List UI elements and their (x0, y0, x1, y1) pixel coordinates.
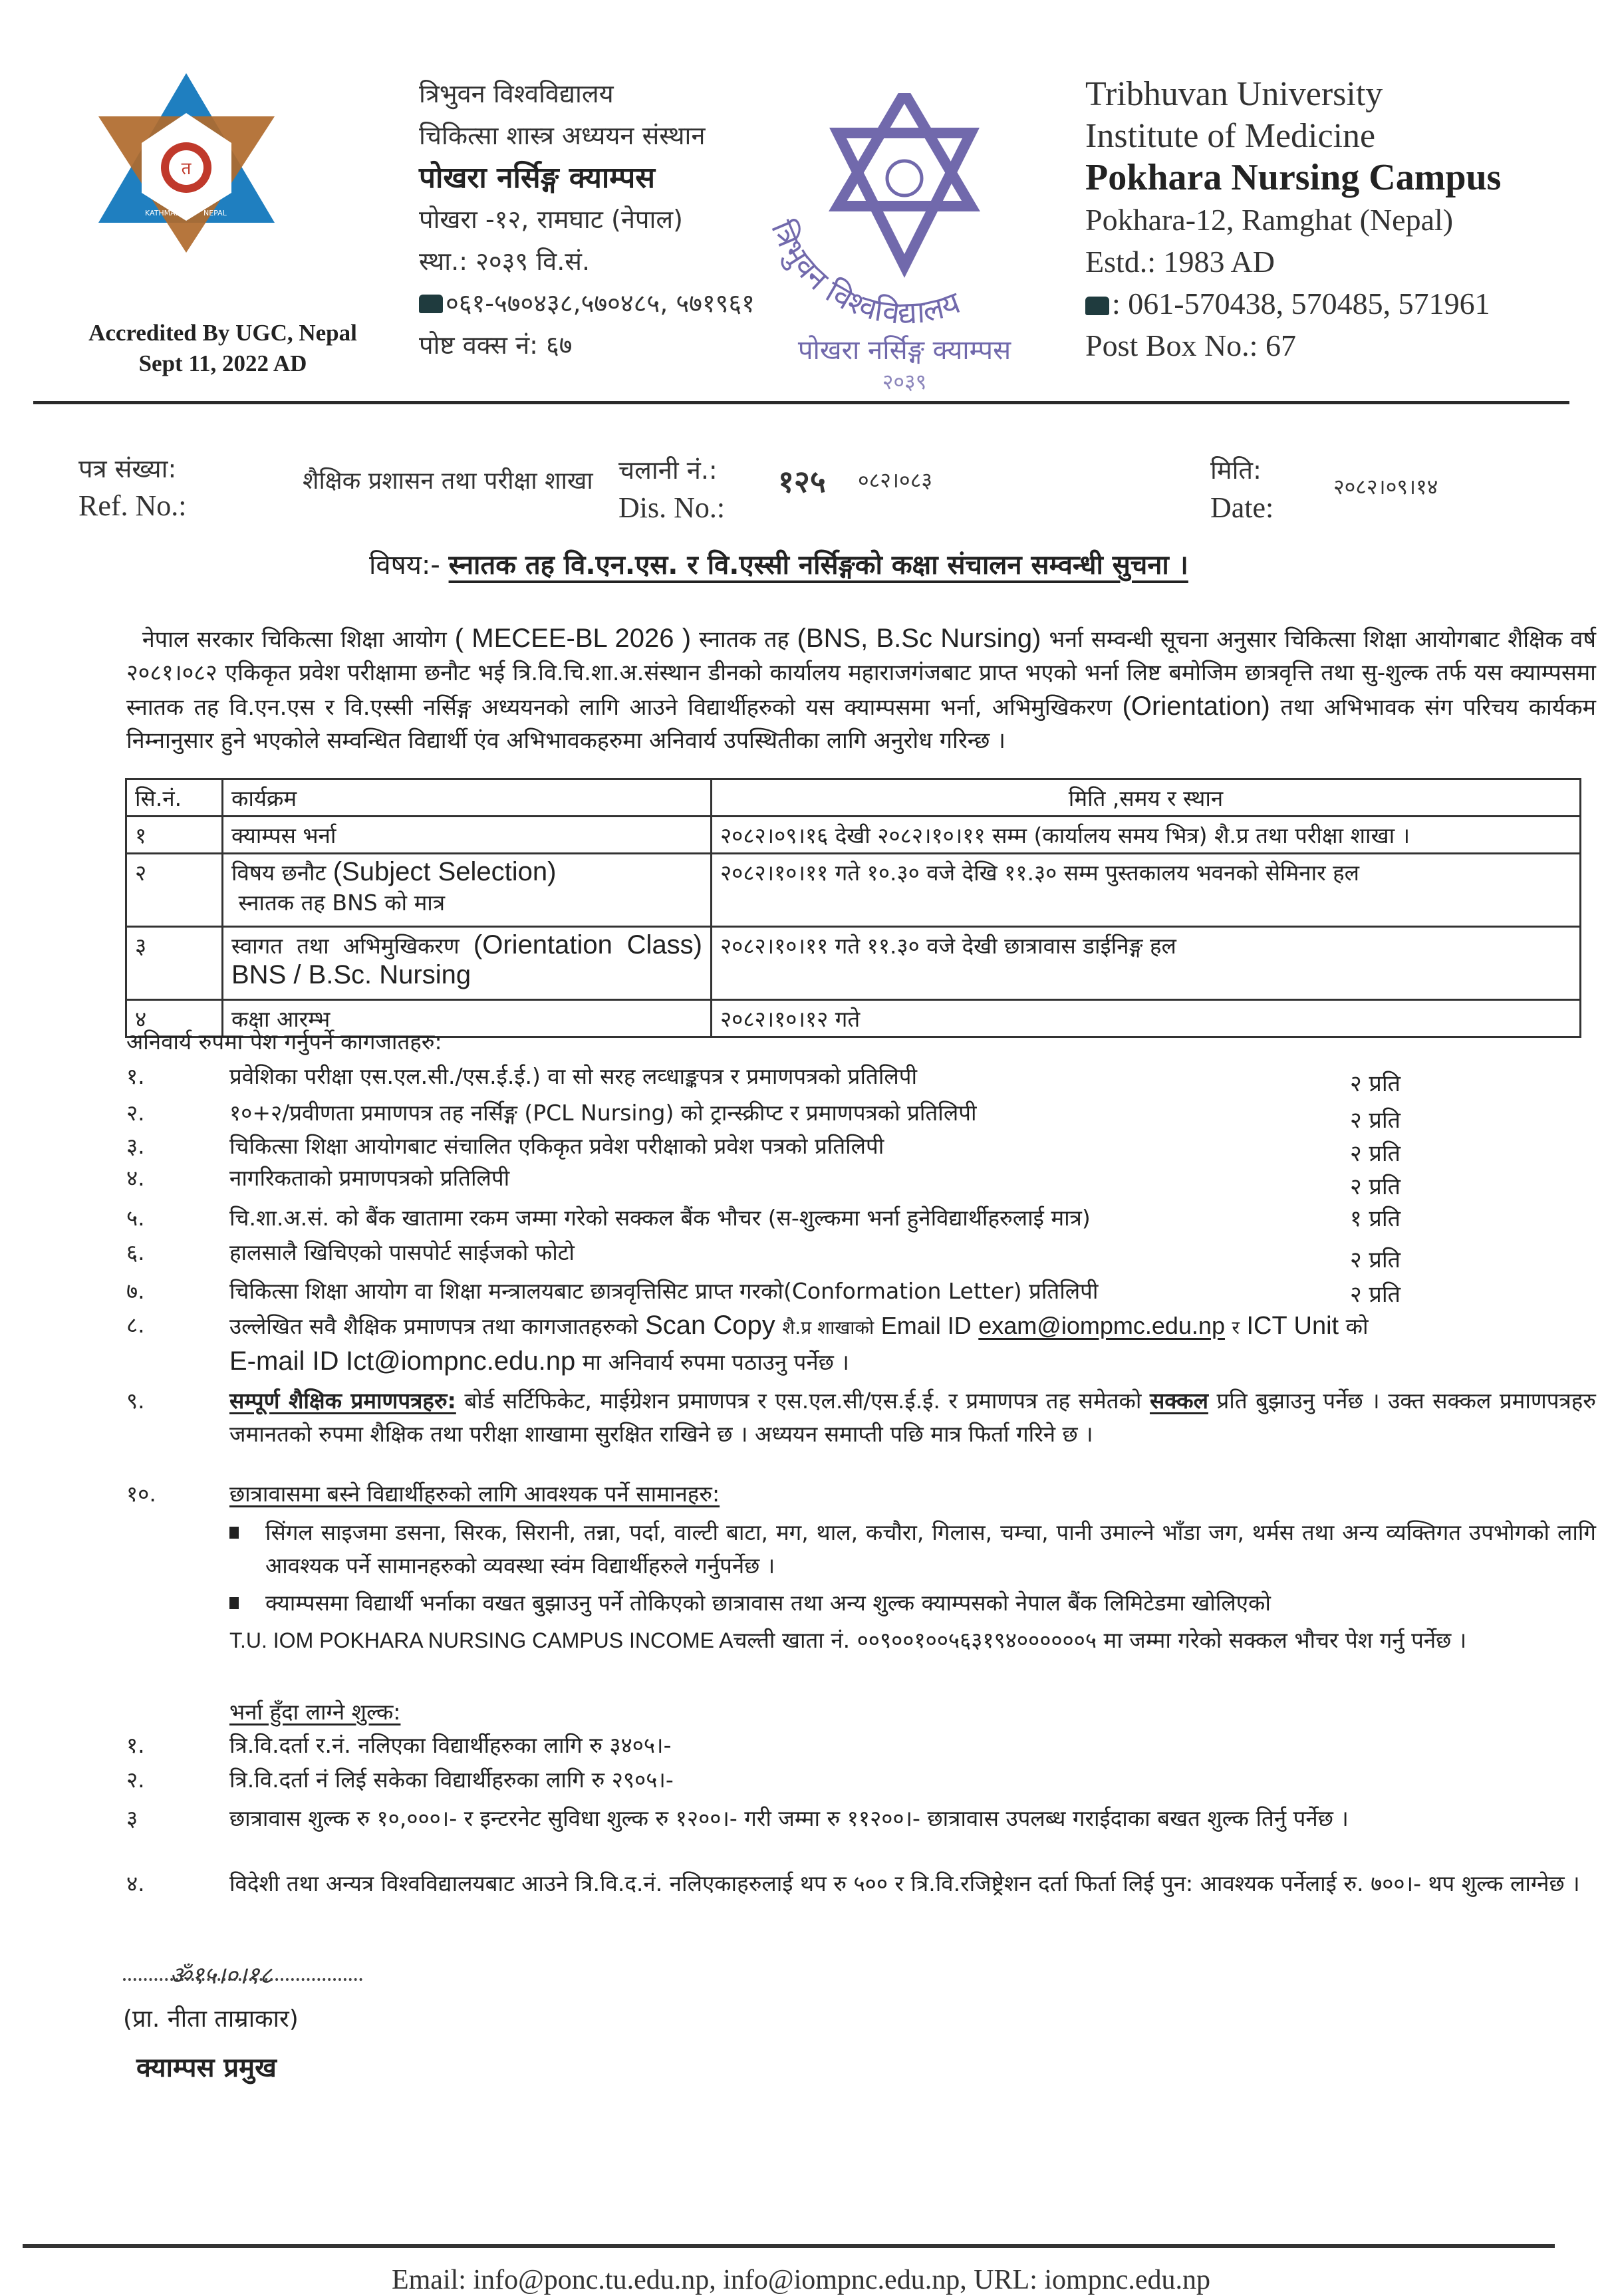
item-text: चि.शा.अ.सं. को बैंक खातामा रकम जम्मा गरेको सक्कल बैंक भौचर (स-शुल्कमा भर्ना हुनेविद्यार्थीहरुलाई मात्र) (229, 1205, 1091, 1231)
np-post-box: पोष्ट वक्स नं: ६७ (419, 330, 573, 360)
dis-value: १२५ (778, 463, 826, 499)
fiscal-year: ०८२।०८३ (858, 467, 932, 493)
date-label-en: Date: (1210, 491, 1274, 524)
item-heading: सम्पूर्ण शैक्षिक प्रमाणपत्रहरु: (229, 1388, 456, 1414)
program-name-en: (Subject Selection) (333, 857, 557, 886)
np-phone-row (419, 283, 755, 324)
exam-email-link[interactable]: exam@iompmc.edu.np (978, 1312, 1225, 1339)
item-text: त्रि.वि.दर्ता र.नं. नलिएका विद्यार्थीहरुका लागि रु ३४०५।- (229, 1732, 672, 1758)
program-name: क्याम्पस भर्ना (231, 823, 336, 848)
item-text: उल्लेखित सवै शैक्षिक प्रमाणपत्र तथा कागजातहरुको (229, 1313, 638, 1339)
intro-programs: (BNS, B.Sc Nursing) (797, 624, 1041, 653)
signatory-name: (प्रा. नीता ताम्राकार) (123, 2005, 299, 2033)
ict-email-link[interactable]: Ict@iompnc.edu.np (345, 1346, 576, 1376)
english-letterhead (1085, 73, 1501, 366)
program-name: स्वागत तथा अभिमुखिकरण (231, 933, 460, 959)
row-when: २०८२।१०।११ गते १०.३० वजे देखि ११.३० सम्म पुस्तकालय भवनको सेमिनार हल (712, 854, 1581, 927)
document-item-scan-copy (126, 1309, 1596, 1379)
program-name-en: (Orientation Class) BNS / B.Sc. Nursing (231, 930, 703, 989)
item-number: २. (126, 1767, 145, 1793)
row-sn: ४ (126, 1000, 223, 1037)
item-number: ५. (126, 1205, 145, 1231)
item-text: नागरिकताको प्रमाणपत्रको प्रतिलिपी (229, 1165, 510, 1191)
item-number: १. (126, 1063, 145, 1089)
program-name: विषय छनौट (231, 860, 327, 886)
fees-section (126, 1696, 1596, 1729)
ict-unit-label: ICT Unit (1246, 1312, 1339, 1340)
ref-value: शैक्षिक प्रशासन तथा परीक्षा शाखा (303, 467, 593, 495)
row-sn: ३ (126, 927, 223, 1000)
logo-text-left: KATHMANDU, (145, 209, 194, 217)
item-number: ६. (126, 1239, 145, 1265)
intro-paragraph (126, 622, 1596, 757)
item-number: ३. (126, 1133, 145, 1159)
item-text: १०+२/प्रवीणता प्रमाणपत्र तह नर्सिङ्ग (PCL Nursing) को ट्रान्स्क्रीप्ट र प्रमाणपत्रको प्रतिलिपी (229, 1100, 977, 1126)
account-name: T.U. IOM POKHARA NURSING CAMPUS INCOME A (229, 1628, 734, 1652)
footer-divider (23, 2244, 1555, 2248)
stamp-star-up (838, 93, 971, 206)
item-text: प्रति बुझाउनु पर्नेछ । उक्त सक्कल प्रमाणपत्रहरु जमानतको रुपमा शैक्षिक तथा परीक्षा शाखामा सुरक्षित राखिने छ । अध्ययन समाप्ती पछि मात्र फिर्ता गरिने छ । (229, 1388, 1596, 1447)
signatory-title: क्याम्पस प्रमुख (136, 2053, 277, 2083)
item-number: ४. (126, 1165, 145, 1191)
email-id-label: E-mail ID (229, 1346, 339, 1376)
item-copies: २ प्रति (1350, 1174, 1401, 1200)
fee-item (126, 1867, 1596, 1900)
en-post-box: Post Box No.: 67 (1085, 328, 1296, 362)
row-when: २०८२।०९।१६ देखी २०८२।१०।११ सम्म (कार्यालय समय भित्र) शै.प्र तथा परीक्षा शाखा । (712, 817, 1581, 854)
col-sn: सि.नं. (126, 779, 223, 817)
stamp-year: २०३९ (882, 369, 927, 394)
bullet-icon (229, 1527, 239, 1539)
row-program (223, 817, 712, 854)
fee-item (126, 1729, 1596, 1762)
bullet-text: क्याम्पसमा विद्यार्थी भर्नाका वखत बुझाउनु पर्ने तोकिएको छात्रावास तथा अन्य शुल्क क्याम्पसको नेपाल बैंक लिमिटेडमा खोलिएको (265, 1590, 1271, 1616)
documents-title: अनिवार्य रुपमा पेश गर्नुपर्ने कागजातहरु: (126, 1029, 442, 1055)
item-text: चिकित्सा शिक्षा आयोग वा शिक्षा मन्त्रालयबाट छात्रवृत्तिसिट प्राप्त गरको(Conformation Letter) प्रतिलिपी (229, 1278, 1099, 1304)
col-datetime-place: मिति ,समय र स्थान (712, 779, 1581, 817)
item-heading: छात्रावासमा बस्ने विद्यार्थीहरुको लागि आवश्यक पर्ने सामानहरु: (229, 1481, 720, 1507)
account-info (229, 1624, 1596, 1657)
item-number: ७. (126, 1278, 145, 1304)
subject-line (369, 545, 1188, 582)
np-campus: पोखरा नर्सिङ्ग क्याम्पस (419, 161, 656, 195)
np-address: पोखरा -१२, रामघाट (नेपाल) (419, 205, 683, 234)
row-when: २०८२।१०।११ गते ११.३० वजे देखी छात्रावास डाईनिङ्ग हल (712, 927, 1581, 1000)
logo-emblem-letter: त (181, 159, 192, 179)
item-copies: २ प्रति (1350, 1247, 1401, 1273)
schedule-table (125, 778, 1581, 1038)
accreditation-line: Accredited By UGC, Nepal (88, 320, 357, 346)
stamp-star-down (838, 133, 971, 266)
item-number: २. (126, 1100, 145, 1126)
stamp-center-circle (887, 161, 922, 195)
item-text: मा अनिवार्य रुपमा पठाउनु पर्नेछ । (582, 1349, 849, 1375)
accreditation-note (63, 318, 382, 379)
item-copies: २ प्रति (1350, 1140, 1401, 1167)
footer-contact: Email: info@ponc.tu.edu.np, info@iompnc.edu.np, URL: iompnc.edu.np (391, 2265, 1210, 2295)
subject-text: स्नातक तह वि.एन.एस. र वि.एस्सी नर्सिङ्गको कक्षा संचालन सम्वन्धी सुचना । (448, 550, 1188, 580)
en-address: Pokhara-12, Ramghat (Nepal) (1085, 203, 1454, 237)
item-text: शै.प्र शाखाको (782, 1317, 874, 1339)
date-label-np: मिति: (1210, 455, 1262, 485)
intro-text-3: भर्ना सम्वन्धी सूचना अनुसार चिकित्सा शिक्षा आयोगबाट शैक्षिक वर्ष २०८१।०८२ एकिकृत प्रवेश परीक्षामा छनौट भई त्रि.वि.चि.शा.अ.संस्थान डीनको कार्यालय महाराजगंजबाट प्राप्त भएको भर्ना लिष्ट बमोजिम छात्रवृत्ति तथा सु-शुल्क तर्फ यस क्याम्पसमा स्नातक तह वि.एन.एस र वि.एस्सी नर्सिङ्ग अध्ययनको लागि आउने विद्यार्थीहरुको यस क्याम्पसमा भर्ना, अभिमुखिकरण (126, 626, 1597, 721)
en-phone: : 061-570438, 570485, 571961 (1112, 287, 1490, 320)
item-copies: २ प्रति (1350, 1071, 1401, 1097)
en-campus: Pokhara Nursing Campus (1085, 157, 1502, 198)
intro-exam-code: ( MECEE-BL 2026 ) (454, 624, 692, 653)
dis-label-en: Dis. No.: (618, 491, 726, 524)
bullet-icon (229, 1597, 239, 1609)
telephone-icon (419, 295, 443, 313)
subject-label: विषय:- (369, 550, 440, 580)
dis-label-np: चलानी नं.: (618, 455, 718, 485)
program-name: कक्षा आरम्भ (231, 1006, 331, 1032)
item-number: १०. (126, 1481, 156, 1507)
row-when: २०८२।१०।१२ गते (712, 1000, 1581, 1037)
item-text: छात्रावास शुल्क रु १०,०००।- र इन्टरनेट सुविधा शुल्क रु १२००।- गरी जम्मा रु ११२००।- छात्रावास उपलब्ध गराईदाका बखत शुल्क तिर्नु पर्नेछ । (229, 1805, 1349, 1831)
intro-text-2: स्नातक तह (699, 626, 789, 653)
schedule-row (126, 927, 1581, 1000)
header-divider (33, 401, 1569, 404)
row-sn: १ (126, 817, 223, 854)
row-sn: २ (126, 854, 223, 927)
item-text: र (1232, 1317, 1240, 1339)
tribhuvan-university-logo (98, 73, 275, 253)
item-number: ८. (126, 1312, 145, 1338)
campus-stamp (745, 93, 1064, 399)
fee-item (126, 1763, 1596, 1797)
document-item-original-certificates (126, 1384, 1596, 1451)
en-established: Estd.: 1983 AD (1085, 245, 1275, 279)
item-text: प्रवेशिका परीक्षा एस.एल.सी./एस.ई.ई.) वा सो सरह लव्धाङ्कपत्र र प्रमाणपत्रको प्रतिलिपी (229, 1063, 918, 1089)
item-text: बोर्ड सर्टिफिकेट, माईग्रेशन प्रमाणपत्र र एस.एल.सी/एस.ई.ई. र प्रमाणपत्र तह समेतको (464, 1388, 1142, 1414)
schedule-header-row (126, 779, 1581, 817)
item-number: ३ (126, 1805, 138, 1831)
intro-text-1: नेपाल सरकार चिकित्सा शिक्षा आयोग (142, 626, 447, 653)
item-emphasis: सक्कल (1149, 1388, 1208, 1414)
np-institute: चिकित्सा शास्त्र अध्ययन संस्थान (419, 121, 706, 150)
item-text: को (1345, 1313, 1369, 1339)
signature: ॐ१५।०।१८ (170, 1962, 272, 1989)
item-copies: २ प्रति (1350, 1281, 1401, 1308)
item-text: त्रि.वि.दर्ता नं लिई सकेका विद्यार्थीहरुका लागि रु २९०५।- (229, 1767, 674, 1793)
logo-text-right: NEPAL (203, 209, 227, 217)
en-phone-row (1085, 283, 1501, 324)
stamp-arc-text: त्रिभुवन विश्वविद्यालय (764, 215, 965, 331)
scan-copy-label: Scan Copy (645, 1311, 775, 1340)
np-established: स्था.: २०३९ वि.सं. (419, 247, 591, 276)
intro-text-4: तथा अभिभावक संग परिचय कार्यकम निम्नानुसार हुने भएकोले सम्वन्धित विद्यार्थी एंव अभिभावकहरुमा अनिवार्य उपस्थितीका लागि अनुरोध गरिन्छ । (126, 694, 1596, 754)
ref-label-en: Ref. No.: (78, 489, 187, 522)
item-copies: १ प्रति (1350, 1206, 1401, 1232)
item-text: चिकित्सा शिक्षा आयोगबाट संचालित एकिकृत प्रवेश परीक्षाको प्रवेश पत्रको प्रतिलिपी (229, 1133, 884, 1159)
ref-label-np: पत्र संख्या: (78, 454, 177, 483)
date-value: २०८२।०९।१४ (1333, 474, 1438, 499)
fee-item (126, 1802, 1596, 1835)
hostel-requirements (126, 1477, 1596, 1657)
item-text: हालसालै खिचिएको पासपोर्ट साईजको फोटो (229, 1239, 575, 1265)
np-phone: ०६१-५७०४३८,५७०४८५, ५७१९६१ (446, 289, 755, 318)
item-number: ४. (126, 1870, 145, 1896)
hostel-bullet (229, 1587, 1596, 1620)
telephone-icon (1085, 297, 1109, 315)
schedule-row (126, 817, 1581, 854)
nepali-letterhead (419, 73, 755, 366)
hostel-bullet (229, 1516, 1596, 1583)
bullet-text: सिंगल साइजमा डसना, सिरक, सिरानी, तन्ना, पर्दा, वाल्टी बाटा, मग, थाल, कचौरा, गिलास, चम्चा, पानी उमाल्ने भाँडा जग, थर्मस तथा अन्य व्यक्तिगत उपभोगको लागि आवश्यक पर्ने सामानहरुको व्यवस्था स्वंम विद्यार्थीहरुले गर्नुपर्नेछ । (265, 1519, 1596, 1579)
email-id-label: Email ID (880, 1312, 972, 1339)
account-text: चल्ती खाता नं. ००९००१००५६३१९४००००००५ मा जम्मा गरेको सक्कल भौचर पेश गर्नु पर्नेछ । (733, 1627, 1467, 1653)
stamp-bottom-text: पोखरा नर्सिङ्ग क्याम्पस (797, 335, 1011, 366)
col-program: कार्यक्रम (223, 779, 712, 817)
np-university: त्रिभुवन विश्वविद्यालय (419, 79, 614, 108)
accreditation-date: Sept 11, 2022 AD (138, 350, 307, 376)
item-text: विदेशी तथा अन्यत्र विश्वविद्यालयबाट आउने त्रि.वि.द.नं. नलिएकाहरुलाई थप रु ५०० र त्रि.वि.रजिष्ट्रेशन दर्ता फिर्ता लिई पुन: आवश्यक पर्नेलाई रु. ७००।- थप शुल्क लाग्नेछ । (229, 1870, 1580, 1896)
en-university: Tribhuvan University (1085, 75, 1383, 113)
program-note: स्नातक तह BNS को मात्र (238, 890, 446, 916)
item-number: ९. (126, 1388, 145, 1414)
item-copies: २ प्रति (1350, 1107, 1401, 1134)
row-program (223, 854, 712, 927)
en-institute: Institute of Medicine (1085, 117, 1376, 155)
intro-orientation: (Orientation) (1122, 692, 1270, 721)
fees-title: भर्ना हुँदा लाग्ने शुल्क: (229, 1699, 401, 1725)
row-program (223, 927, 712, 1000)
item-number: १. (126, 1732, 145, 1758)
signature-line (123, 1978, 362, 1981)
schedule-row (126, 854, 1581, 927)
